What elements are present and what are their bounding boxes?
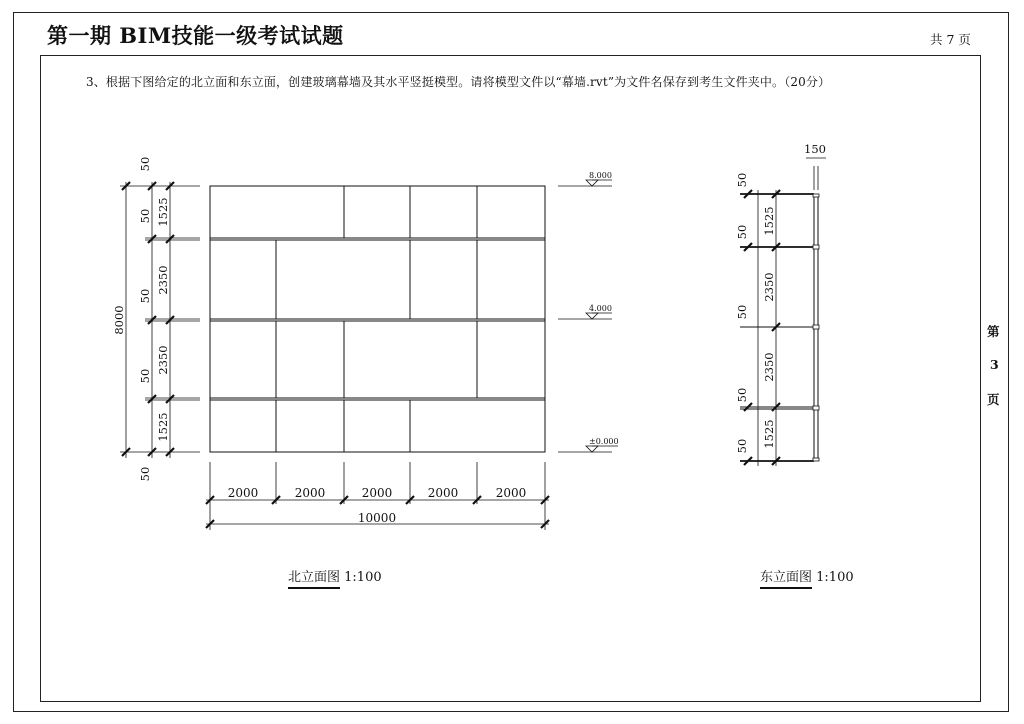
dim-left-8: 50 [138,466,152,482]
horizontal-mullions [210,238,545,400]
page-label-suffix: 页 [987,392,1000,407]
dim-overall-height: 8000 [112,305,126,335]
dim-left-2: 50 [138,208,152,224]
east-dim-left-8: 50 [735,438,749,454]
dim-left-7: 1525 [156,412,170,442]
dim-left-3: 2350 [156,265,170,295]
dim-left-6: 50 [138,368,152,384]
dim-left-5: 2350 [156,345,170,375]
east-elevation-caption [760,566,854,585]
dim-bottom-4: 2000 [495,486,527,500]
east-dim-left-2: 50 [735,224,749,240]
total-pages: 共 7 页 [930,32,971,47]
dim-bottom-0: 2000 [227,486,259,500]
east-dim-left-5: 2350 [762,352,776,382]
level-base: ±0.000 [589,437,619,446]
north-caption-name: 北立面图 [288,570,340,589]
dim-left-0: 50 [138,156,152,172]
east-dim-left-0: 50 [735,172,749,188]
east-dim-top: 150 [804,142,826,156]
east-caption-scale: 1:100 [816,570,854,585]
dim-bottom-3: 2000 [427,486,459,500]
dim-bottom-2: 2000 [361,486,393,500]
question-text: 3、根据下图给定的北立面和东立面，创建玻璃幕墙及其水平竖挺模型。请将模型文件以“幕墙.rvt”为文件名保存到考生文件夹中。（20分） [86,75,831,89]
east-dim-left-4: 50 [735,304,749,320]
dim-left-4: 50 [138,288,152,304]
page-label-prefix: 第 [987,324,1000,339]
east-caption-name: 东立面图 [760,570,812,589]
east-elevation [740,158,826,466]
level-top: 8.000 [589,171,612,180]
north-elevation-caption [288,566,382,585]
east-dim-left-6: 50 [735,387,749,403]
north-caption-scale: 1:100 [344,570,382,585]
exam-title: 第一期 BIM技能一级考试试题 [47,23,344,48]
level-markers [558,180,618,452]
dim-overall-width: 10000 [357,511,397,525]
north-elevation [120,180,618,530]
level-mid: 4.000 [589,304,612,313]
east-dim-left-1: 1525 [762,206,776,236]
east-dim-left-7: 1525 [762,419,776,449]
dim-bottom-1: 2000 [294,486,326,500]
east-dim-left-3: 2350 [762,272,776,302]
page-number: 3 [990,357,999,372]
dim-left-1: 1525 [156,197,170,227]
